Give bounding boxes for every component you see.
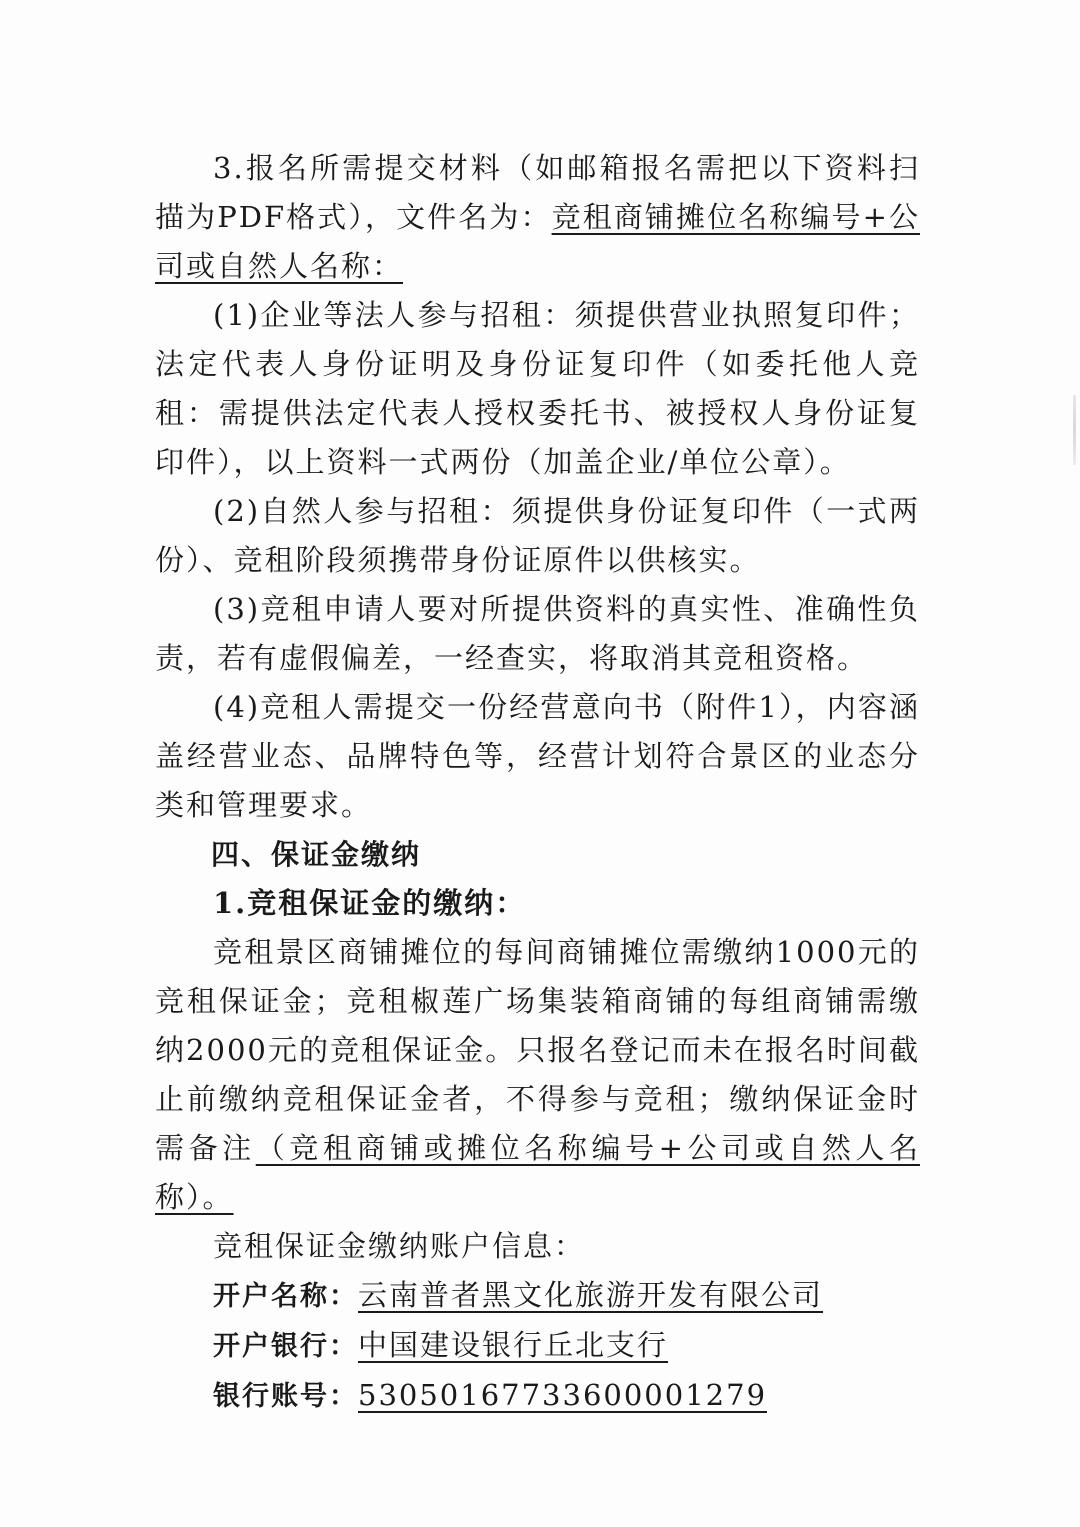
bank-label: 开户银行： xyxy=(213,1331,358,1362)
account-intro: 竞租保证金缴纳账户信息： xyxy=(213,1229,586,1263)
account-number-value: 53050167733600001279 xyxy=(358,1378,768,1412)
deposit-paragraph xyxy=(155,928,920,1222)
item-3-lead: 3.报名所需提交材料（如邮箱报名需把以下资料扫描为PDF格式），文件名为： xyxy=(155,151,920,234)
section-4-heading: 四、保证金缴纳 xyxy=(211,838,422,871)
account-name-value: 云南普者黑文化旅游开发有限公司 xyxy=(358,1278,824,1312)
account-number-row xyxy=(155,1371,920,1421)
account-number-label: 银行账号： xyxy=(213,1381,358,1412)
sub-item-3: (3)竞租申请人要对所提供资料的真实性、准确性负责，若有虚假偏差，一经查实，将取消其竞租资格。 xyxy=(155,592,920,675)
deposit-body: 竞租景区商铺摊位的每间商铺摊位需缴纳1000元的竞租保证金；竞租椒莲广场集装箱商铺的每组商铺需缴纳2000元的竞租保证金。只报名登记而未在报名时间截止前缴纳竞租保证金者，不得参与竞租；缴纳保证金时需备注 xyxy=(155,935,920,1165)
document-body xyxy=(155,144,920,1421)
item-3-paragraph xyxy=(155,144,920,291)
account-name-label: 开户名称： xyxy=(213,1281,358,1312)
scan-edge-mark xyxy=(1073,395,1076,465)
section-4-subheading: 1.竞租保证金的缴纳： xyxy=(213,886,527,920)
account-name-row xyxy=(155,1271,920,1321)
sub-item-4: (4)竞租人需提交一份经营意向书（附件1），内容涵盖经营业态、品牌特色等，经营计划符合景区的业态分类和管理要求。 xyxy=(155,690,920,822)
bank-row xyxy=(155,1321,920,1371)
deposit-note: （竞租商铺或摊位名称编号+公司或自然人名称）。 xyxy=(155,1131,920,1214)
item-3-filename: 竞租商铺摊位名称编号+公司或自然人名称： xyxy=(155,200,920,283)
sub-item-1: (1)企业等法人参与招租：须提供营业执照复印件；法定代表人身份证明及身份证复印件（如委托他人竞租：需提供法定代表人授权委托书、被授权人身份证复印件），以上资料一式两份（加盖企业/单位公章）。 xyxy=(155,298,920,479)
bank-value: 中国建设银行丘北支行 xyxy=(358,1328,669,1362)
sub-item-2: (2)自然人参与招租：须提供身份证复印件（一式两份）、竞租阶段须携带身份证原件以供核实。 xyxy=(155,494,920,577)
